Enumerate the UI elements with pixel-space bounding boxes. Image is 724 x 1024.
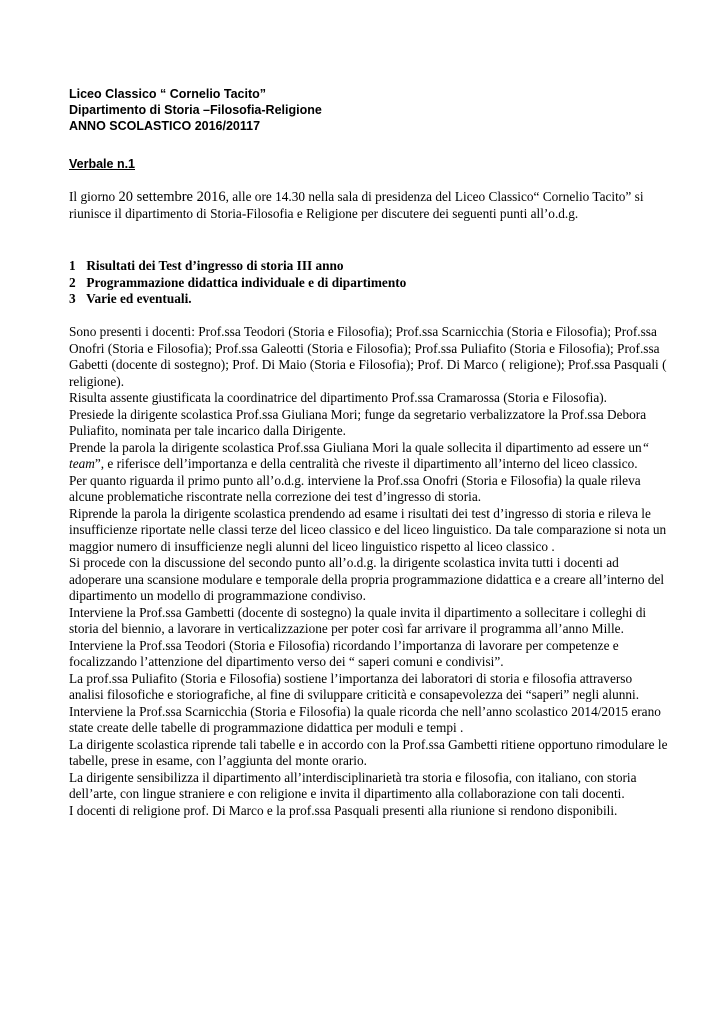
minutes-paragraph: I docenti di religione prof. Di Marco e la prof.ssa Pasquali presenti alla riunione si rendono disponibili. [69,802,618,818]
opening-team-word: “ team [69,439,650,471]
agenda-item-number: 2 [69,274,76,290]
minutes-paragraph: La dirigente sensibilizza il dipartimento all’interdisciplinarietà tra storia e filosofia, con italiano, con storia dell’arte, con lingue straniere e con religione e invita il dipartimento alla collaborazione con tali docenti. [69,769,637,801]
agenda-item [69,291,406,308]
minutes-paragraph: Interviene la Prof.ssa Gambetti (docente di sostegno) la quale invita il dipartimento a sollecitare i colleghi di storia del biennio, a lavorare in verticalizzazione per poter così far arrivare il programma all’anno Mille. [69,604,647,636]
minutes-paragraph: Interviene la Prof.ssa Teodori (Storia e Filosofia) ricordando l’importanza di lavorare per competenze e focalizzando l’attenzione del dipartimento verso dei “ saperi comuni e condivisi”. [69,637,619,669]
intro-prefix: Il giorno [69,189,119,204]
minutes-paragraph: La dirigente scolastica riprende tali tabelle e in accordo con la Prof.ssa Gambetti ritiene opportuno rimodulare le tabelle, prese in esame, con l’aggiunta del monte orario. [69,736,668,768]
agenda-list [69,258,406,308]
agenda-item-text: Programmazione didattica individuale e di dipartimento [86,274,407,290]
verbale-title: Verbale n.1 [69,157,136,171]
minutes-paragraph: La prof.ssa Puliafito (Storia e Filosofia) sostiene l’importanza dei laboratori di storia e filosofia attraverso analisi filosofiche e storiografiche, al fine di sviluppare criticità e consapevolezza dei “saperi” negli alunni. [69,670,640,702]
school-name: Liceo Classico “ Cornelio Tacito” [69,87,267,101]
document-header [69,86,669,134]
agenda-item-text: Varie ed eventuali. [86,291,192,306]
opening-paragraph [69,440,669,473]
department-name: Dipartimento di Storia –Filosofia-Religione [69,103,322,117]
opening-text-b: ”, e riferisce dell’importanza e della centralità che riveste il dipartimento all’interno del liceo classico. [94,456,638,471]
chair-paragraph: Presiede la dirigente scolastica Prof.ssa Giuliana Mori; funge da segretario verbalizzatore la Prof.ssa Debora Puliafito, nominata per tale incarico dalla Dirigente. [69,406,647,438]
agenda-item [69,258,406,275]
intro-rest: , alle ore 14.30 nella sala di presidenza del Liceo Classico“ Cornelio Tacito” si riunisce il dipartimento di Storia-Filosofia e Religione per discutere dei seguenti punti all’o.d.g. [69,189,644,221]
minutes-body [69,324,669,819]
minutes-paragraph: Interviene la Prof.ssa Scarnicchia (Storia e Filosofia) la quale ricorda che nell’anno scolastico 2014/2015 erano state create delle tabelle di programmazione didattica per moduli e tempi . [69,703,661,735]
minutes-paragraph: Per quanto riguarda il primo punto all’o.d.g. interviene la Prof.ssa Onofri (Storia e Filosofia) la quale rileva alcune problematiche riscontrate nella correzione dei test d’ingresso di storia. [69,472,641,504]
document-page [69,86,669,818]
opening-text-a: Prende la parola la dirigente scolastica Prof.ssa Giuliana Mori la quale sollecita il dipartimento ad essere un [69,439,642,455]
school-year: ANNO SCOLASTICO 2016/20117 [69,119,261,133]
intro-paragraph [69,189,669,222]
intro-date: 20 settembre 2016 [118,189,226,205]
agenda-item [69,275,406,292]
agenda-item-text: Risultati dei Test d’ingresso di storia III anno [86,258,344,273]
minutes-paragraph: Riprende la parola la dirigente scolastica prendendo ad esame i risultati dei test d’ingresso di storia e rileva le insufficienze riportate nelle classi terze del liceo classico e del liceo linguistico. Da tale comparazione si nota un maggior numero di insufficienze negli alunni del liceo linguistico rispetto al liceo classico . [69,505,667,554]
attendees-paragraph: Sono presenti i docenti: Prof.ssa Teodori (Storia e Filosofia); Prof.ssa Scarnicchia (Storia e Filosofia); Prof.ssa Onofri (Storia e Filosofia); Prof.ssa Galeotti (Storia e Filosofia); Prof.ssa Puliafito (Storia e Filosofia); Prof.ssa Gabetti (docente di sostegno); Prof. Di Maio (Storia e Filosofia); Prof. Di Marco ( religione); Prof.ssa Pasquali ( religione). [69,324,667,389]
absent-paragraph: Risulta assente giustificata la coordinatrice del dipartimento Prof.ssa Cramarossa (Storia e Filosofia). [69,390,608,405]
agenda-item-number: 1 [69,258,76,273]
minutes-paragraph: Si procede con la discussione del secondo punto all’o.d.g. la dirigente scolastica invita tutti i docenti ad adoperare una scansione modulare e temporale della propria programmazione didattica e a creare all’interno del dipartimento un modello di programmazione condiviso. [69,555,665,603]
agenda-item-number: 3 [69,291,76,306]
